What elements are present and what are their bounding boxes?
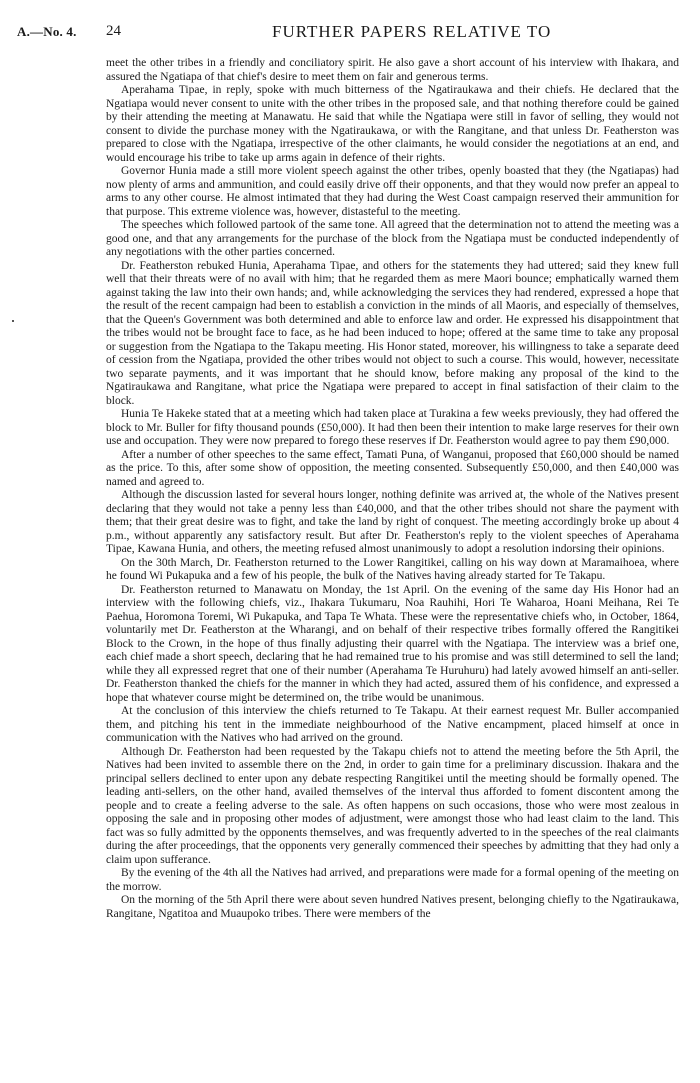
paragraph: Dr. Featherston returned to Manawatu on Monday, the 1st April. On the evening of the same day His Honor had an interview with the following chiefs, viz., Ihakara Tukumaru, Noa Rauhihi, Hori Te Waharoa, Hoani Meihana, Rei Te Paehua, Horomona Toremi, Wi Pukapuka, and Tapa Te Whata. These were the representative chiefs who, in October, 1864, voluntarily met Dr. Featherston at the Wharangi, and on behalf of their respective tribes formally offered the Rangitikei Block to the Crown, in the hope of thus finally adjusting their quarrel with the Ngatiapa. The interview was a brief one, each chief made a short speech, declaring that he had remained true to his promise and was still determined to sell the land; while they all expressed regret that one of their number (Aperahama Te Huruhuru) had lately avowed himself an anti-seller. Dr. Featherston thanked the chiefs for the manner in which they had acted, assured them of his confidence, and expressed a hope that whatever course might be determined on, the tribe would be unanimous. [106,583,679,704]
margin-mark [12,320,14,322]
paragraph: Aperahama Tipae, in reply, spoke with much bitterness of the Ngatiraukawa and their chiefs. He declared that the Ngatiapa would never consent to unite with the other tribes in the proposed sale, and that nothing therefore could be gained by their attending the meeting at Manawatu. He said that while the Ngatiapa were still in favor of selling, they would not consent to divide the purchase money with the Ngatiraukawa, or with the Rangitane, and that unless Dr. Featherston was prepared to close with the Ngatiapa, irrespective of the other claimants, he would consider the negotiations at an end, and would encourage his tribe to take up arms again in defence of their rights. [106,84,679,164]
paragraph: On the 30th March, Dr. Featherston returned to the Lower Rangitikei, calling on his way down at Maramaihoea, where he found Wi Pukapuka and a few of his people, the bulk of the Natives having already started for Te Takapu. [106,556,679,582]
paragraph: After a number of other speeches to the same effect, Tamati Puna, of Wanganui, proposed that £60,000 should be named as the price. To this, after some show of opposition, the meeting consented. Subsequently £50,000, and then £40,000 was named and agreed to. [106,448,679,488]
page-header [17,22,679,44]
paragraph: Dr. Featherston rebuked Hunia, Aperahama Tipae, and others for the statements they had uttered; said they knew full well that their threats were of no avail with him; that he regarded them as mere Maori bounce; emphatically warned them against taking the law into their own hands; and, while acknowledging the services they had rendered, expressed a hope that the result of the recent campaign had been to establish a conviction in the minds of all Maoris, and especially of themselves, that the Queen's Government was both determined and able to enforce law and order. He expressed his disappointment that the tribes would not be brought face to face, as he had been induced to hope; offered at the same time to take any proposal or suggestion from the Ngatiapa to the Takapu meeting. His Honor stated, moreover, his willingness to take a separate deed of cession from the Ngatiapa, provided the other tribes would not object to such a course. This would, however, necessitate two separate payments, and it was important that he should know, before making any proposal of the kind to the Ngatiraukawa and Rangitane, what price the Ngatiapa were prepared to accept in final satisfaction of their claim to the block. [106,259,679,407]
paragraph: By the evening of the 4th all the Natives had arrived, and preparations were made for a formal opening of the meeting on the morrow. [106,867,679,893]
paragraph: Hunia Te Hakeke stated that at a meeting which had taken place at Turakina a few weeks previously, they had offered the block to Mr. Buller for fifty thousand pounds (£50,000). It had then been their intention to make large reserves for their own use and occupation. They were now prepared to forego these reserves if Dr. Featherston would agree to pay them £90,000. [106,408,679,447]
paragraph: The speeches which followed partook of the same tone. All agreed that the determination not to attend the meeting was a good one, and that any arrangements for the purchase of the block from the Ngatiapa must be conducted independently of any negotiations with the other parties concerned. [106,219,679,258]
body-text [106,57,679,921]
paragraph: On the morning of the 5th April there were about seven hundred Natives present, belonging chiefly to the Ngatiraukawa, Rangitane, Ngatitoa and Muaupoko tribes. There were members of the [106,894,679,920]
paragraph: Governor Hunia made a still more violent speech against the other tribes, openly boasted that they (the Ngatiapas) had now plenty of arms and ammunition, and could easily drive off their opponents, and that they would now prefer an appeal to arms to any other course. He almost intimated that they had during the West Coast campaign reserved their ammunition for that purpose. This extreme violence was, however, distasteful to the meeting. [106,165,679,218]
page-number: 24 [106,23,121,39]
paragraph: meet the other tribes in a friendly and conciliatory spirit. He also gave a short account of his interview with Ihakara, and assured the Ngatiapa of that chief's desire to meet them on fair and generous terms. [106,57,679,83]
series-number: A.—No. 4. [17,24,77,39]
paragraph: At the conclusion of this interview the chiefs returned to Te Takapu. At their earnest request Mr. Buller accompanied them, and pitching his tent in the immediate neighbourhood of the Native encampment, placed himself at once in communication with the Natives who had arrived on the ground. [106,705,679,744]
running-title: FURTHER PAPERS RELATIVE TO [272,22,552,41]
paragraph: Although the discussion lasted for several hours longer, nothing definite was arrived at, the whole of the Natives present declaring that they would not take a penny less than £40,000, and that the other tribes should not share the payment with them; that their great desire was to fight, and take the land by right of conquest. The meeting accordingly broke up about 4 p.m., without apparently any satisfactory result. But after Dr. Featherston's reply to the violent speeches of Aperahama Tipae, Kawana Hunia, and others, the meeting refused almost unanimously to adopt a resolution indorsing their opinions. [106,489,679,555]
paragraph: Although Dr. Featherston had been requested by the Takapu chiefs not to attend the meeting before the 5th April, the Natives had been invited to assemble there on the 2nd, in order to gain time for a preliminary discussion. Ihakara and the principal sellers declined to enter upon any debate respecting Rangitikei until the meeting should be formally opened. The leading anti-sellers, on the other hand, availed themselves of the interval thus afforded to foment discontent among the people and to create a feeling adverse to the sale. As often happens on such occasions, those who were most zealous in opposing the sale and in proposing other modes of adjustment, were amongst those who had least claim to the land. This fact was so fully admitted by the opponents themselves, and was frequently adverted to in the speeches of the real claimants during the after proceedings, that the opponents very generally commenced their speeches by admitting that they had only a claim upon sufferance. [106,745,679,866]
